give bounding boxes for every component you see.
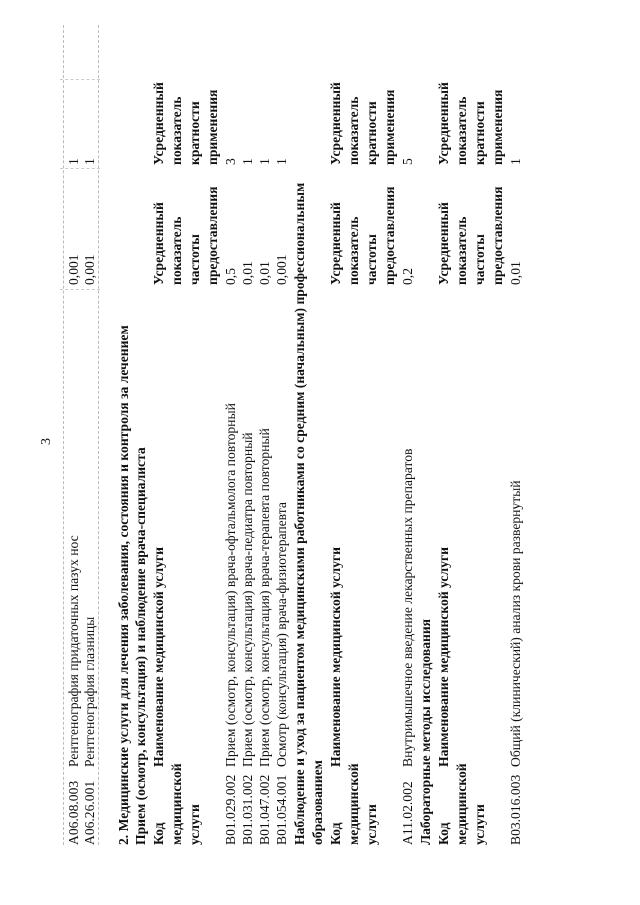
table-header-row: Код Наименование медицинской услуги Усредненный Усредненный bbox=[328, 82, 343, 845]
table-header-row: услуги частоты кратности bbox=[472, 101, 487, 845]
rotated-content bbox=[39, 25, 580, 845]
table-header-row: Код Наименование медицинской услуги Усредненный Усредненный bbox=[151, 82, 166, 845]
table-header-row: медицинской показатель показатель bbox=[346, 96, 361, 845]
service-name: Рентгенография придаточных пазух нос bbox=[66, 535, 81, 767]
multiplicity-value: 3 bbox=[223, 158, 238, 165]
multiplicity-value: 1 bbox=[257, 158, 272, 165]
table-rule bbox=[63, 25, 64, 845]
table-header-row: медицинской показатель показатель bbox=[454, 96, 469, 845]
frequency-value: 0,2 bbox=[400, 268, 415, 285]
table-header-row: предоставления применения bbox=[490, 89, 505, 285]
service-code: B01.031.002 bbox=[240, 774, 255, 845]
table-row bbox=[399, 25, 417, 845]
multiplicity-value: 1 bbox=[66, 158, 81, 165]
multiplicity-value: 1 bbox=[82, 158, 97, 165]
multiplicity-value: 5 bbox=[400, 158, 415, 165]
frequency-value: 0,01 bbox=[240, 261, 255, 285]
service-name: Рентгенография глазницы bbox=[82, 616, 97, 767]
table-row bbox=[256, 25, 274, 845]
service-code: A06.08.003 bbox=[66, 780, 81, 845]
frequency-value: 0,001 bbox=[82, 254, 97, 285]
frequency-value: 0,001 bbox=[274, 254, 289, 285]
multiplicity-value: 1 bbox=[240, 158, 255, 165]
table-header-row: медицинской показатель показатель bbox=[169, 96, 184, 845]
service-code: B03.016.003 bbox=[508, 774, 523, 845]
service-name: Внутримышечное введение лекарственных препаратов bbox=[400, 448, 415, 767]
table-header-row: предоставления применения bbox=[382, 89, 397, 285]
table-row bbox=[273, 25, 291, 845]
table-row bbox=[81, 25, 99, 845]
frequency-value: 0,001 bbox=[66, 254, 81, 285]
table-row bbox=[507, 25, 525, 845]
subsection-title: образованием bbox=[310, 760, 325, 845]
service-name: Прием (осмотр, консультация) врача-терапевта повторный bbox=[257, 428, 272, 767]
service-code: B01.047.002 bbox=[257, 774, 272, 845]
table-header-row: предоставления применения bbox=[205, 89, 220, 285]
service-code: A11.02.002 bbox=[400, 781, 415, 845]
frequency-value: 0,01 bbox=[257, 261, 272, 285]
service-name: Общий (клинический) анализ крови развернутый bbox=[508, 480, 523, 767]
subsection-title: Прием (осмотр, консультация) и наблюдение врача-специалиста bbox=[133, 447, 148, 845]
multiplicity-value: 1 bbox=[274, 158, 289, 165]
table-header-row: Код Наименование медицинской услуги Усредненный Усредненный bbox=[436, 82, 451, 845]
service-code: B01.054.001 bbox=[274, 774, 289, 845]
frequency-value: 0,01 bbox=[508, 261, 523, 285]
subsection-title: Наблюдение и уход за пациентом медицинскими работниками со средним (начальным) профессиональным bbox=[292, 182, 307, 845]
service-name: Прием (осмотр, консультация) врача-офтальмолога повторный bbox=[223, 403, 238, 767]
service-code: A06.26.001 bbox=[82, 780, 97, 845]
table-row bbox=[239, 25, 257, 845]
page-number: 3 bbox=[39, 438, 54, 445]
subsection-title: Лабораторные методы исследования bbox=[418, 618, 433, 845]
table-header-row: услуги частоты кратности bbox=[187, 101, 202, 845]
service-code: B01.029.002 bbox=[223, 774, 238, 845]
frequency-value: 0,5 bbox=[223, 268, 238, 285]
service-name: Осмотр (консультация) врача-физиотерапевта bbox=[274, 502, 289, 767]
section-title: 2. Медицинские услуги для лечения заболевания, состояния и контроля за лечением bbox=[116, 325, 131, 845]
table-header-row: услуги частоты кратности bbox=[364, 101, 379, 845]
table-row bbox=[222, 25, 240, 845]
multiplicity-value: 1 bbox=[508, 158, 523, 165]
service-name: Прием (осмотр, консультация) врача-педиатра повторный bbox=[240, 432, 255, 767]
